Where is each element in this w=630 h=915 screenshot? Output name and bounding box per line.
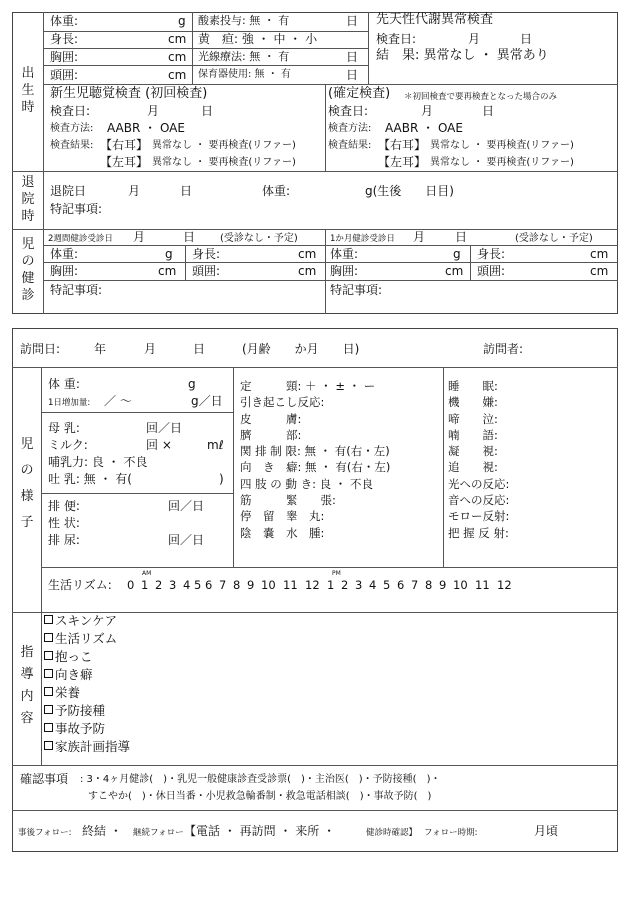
hearing-left-options: 異常なし ・ 要再検査(リファー) [152,157,296,168]
followup-timing-label: フォロー時期: [424,828,478,838]
checkup-side-label: 児 の 健 診 [21,237,35,303]
hearing-right-options: 異常なし ・ 要再検査(リファー) [152,140,296,151]
birth-head-unit: cm [168,68,187,82]
discharge-notes: 特記事項: [50,202,103,216]
daily-gain-value: ／ ～ [104,394,132,408]
metabolic-month: 月 [468,32,481,46]
checkbox-icon[interactable] [44,687,53,696]
sucking-power: 哺乳力: 良 ・ 不良 [48,455,148,469]
followup-health-check: 健診時確認】 [366,828,418,838]
checkbox-icon[interactable] [44,633,53,642]
child-weight-label: 体 重: [48,377,80,391]
list-item: 凝 視: [448,444,498,459]
followup-timing-value: 月頃 [534,824,559,838]
confirm-test-day: 日 [482,104,495,118]
metabolic-title: 先天性代謝異常検査 [376,12,494,27]
birth-head-label: 頭囲: [50,68,79,82]
one-month-month: 月 [413,230,426,244]
discharge-month: 月 [128,184,141,198]
hearing-month: 月 [147,104,160,118]
list-item: 陰 嚢 水 腫: [240,525,325,540]
birth-weight-label: 体重: [50,14,79,28]
confirm-items-label: 確認事項 [20,772,69,786]
confirm-left-options: 異常なし ・ 要再検査(リファー) [430,157,574,168]
child-weight-unit: g [188,377,196,391]
metabolic-date: 検査日: [376,32,417,46]
one-month-head: 頭囲: [477,264,506,278]
checkbox-icon[interactable] [44,669,53,678]
incubator-field: 保育器使用: 無 ・ 有 [198,69,291,80]
metabolic-result: 結 果: 異常なし ・ 異常あり [376,48,549,63]
discharge-day: 日 [180,184,193,198]
discharge-side-label: 退 院 時 [21,175,35,224]
list-item: 機 嫌: [448,395,498,410]
one-month-chest: 胸囲: [330,264,359,278]
one-month-height-unit: cm [590,247,609,261]
daily-gain-unit: g／日 [191,394,223,408]
life-rhythm-scale: 0 1 2 3 4 5 6 7 8 9 10 11 12 1 2 3 4 5 6 7 8 9 10 11 12 [127,578,512,592]
visit-date-label: 訪問日: [20,342,61,356]
development-list [240,378,390,541]
visit-month: 月 [144,342,157,356]
guidance-item-family-planning[interactable]: 家族計画指導 [44,738,130,756]
confirm-right-options: 異常なし ・ 要再検査(リファー) [430,140,574,151]
guidance-item-accident-prevention[interactable]: 事故予防 [44,720,130,738]
confirm-result-label: 検査結果: [328,140,372,151]
list-item: 睡 眠: [448,379,498,393]
hearing-method-value: AABR ・ OAE [107,121,185,135]
list-item: 停 留 睾 丸: [240,509,325,524]
followup-continue: 継続フォロー [133,828,184,838]
confirm-method-label: 検査方法: [328,123,372,134]
list-item: 啼 泣: [448,411,498,426]
followup-label: 事後フォロー: [18,828,72,838]
birth-chest-label: 胸囲: [50,50,79,64]
list-item: 把 握 反 射: [448,525,509,540]
checkbox-icon[interactable] [44,741,53,750]
one-month-status: (受診なし・予定) [515,233,593,244]
jaundice-field: 黄 疸: 強 ・ 中 ・ 小 [198,32,318,46]
hearing-day: 日 [201,104,214,118]
birth-height-label: 身長: [50,32,79,46]
guidance-item-life-rhythm[interactable]: 生活リズム [44,630,130,648]
spit-up-close: ) [219,472,224,486]
stool-label: 排 便: [48,499,80,513]
list-item: 光への反応: [448,476,510,491]
visit-year: 年 [94,342,107,356]
birth-chest-unit: cm [168,50,187,64]
list-item: 向 き 癖: 無 ・ 有(右・左) [240,460,391,475]
list-item: 臍 部: [240,427,302,442]
list-item: 引き起こし反応: [240,395,325,410]
followup-end: 終結 ・ [82,824,122,838]
hearing-method-label: 検査方法: [50,123,94,134]
list-item: 関 排 制 限: 無 ・ 有(右・左) [240,444,390,459]
breast-milk-label: 母 乳: [48,421,80,435]
confirm-method-value: AABR ・ OAE [385,121,463,135]
discharge-date-label: 退院日 [50,184,87,198]
list-item: 音への反応: [448,493,510,508]
visit-age: (月齢 か月 日) [242,342,360,356]
stool-character: 性 状: [48,516,80,530]
spit-up: 吐 乳: 無 ・ 有( [48,472,132,486]
two-week-checkup-date: 2週間健診受診日 [48,234,113,244]
one-month-weight-unit: g [453,247,461,261]
guidance-item-head-tilt[interactable]: 向き癖 [44,666,130,684]
birth-weight-unit: g [178,14,186,28]
confirm-test-title: (確定検査) [328,86,391,101]
daily-gain-label: 1日増加量: [48,398,91,408]
two-week-height: 身長: [192,247,221,261]
two-week-status: (受診なし・予定) [220,233,298,244]
breast-milk-unit: 回／日 [146,421,183,435]
two-week-day: 日 [183,230,196,244]
list-item: 定 頸: ＋ ・ ± ・ ー [240,379,376,393]
urine-unit: 回／日 [168,533,205,547]
phototherapy-field: 光線療法: 無 ・ 有 [198,50,290,63]
one-month-head-unit: cm [590,264,609,278]
one-month-chest-unit: cm [445,264,464,278]
hearing-left-ear: 【左耳】 [100,155,149,169]
two-week-month: 月 [133,230,146,244]
two-week-head-unit: cm [298,264,317,278]
list-item: 皮 膚: [240,411,302,426]
two-week-notes: 特記事項: [50,283,103,297]
am-marker: AM [142,570,152,577]
list-item: 筋 緊 張: [240,493,336,508]
formula-ml: mℓ [207,438,224,452]
pm-marker: PM [332,570,341,577]
incubator-unit: 日 [346,68,359,82]
formula-unit: 回 × [146,438,172,452]
birth-height-unit: cm [168,32,187,46]
checkbox-icon[interactable] [44,651,53,660]
two-week-weight-unit: g [165,247,173,261]
phototherapy-unit: 日 [346,50,359,64]
two-week-chest-unit: cm [158,264,177,278]
checkbox-icon[interactable] [44,705,53,714]
confirm-items-line2: すこやか( )・休日当番・小児救急輪番制・救急電話相談( )・事故予防( ) [88,791,432,802]
oxygen-unit: 日 [346,14,359,28]
visitor-label: 訪問者: [483,342,524,356]
checkbox-icon[interactable] [44,615,53,624]
confirm-right-ear: 【右耳】 [378,138,427,152]
birth-side-label: 出 生 時 [21,66,35,115]
confirm-test-note: ＊初回検査で要再検査となった場合のみ [404,92,558,102]
list-item: 喃 語: [448,427,498,442]
hearing-title: 新生児聴覚検査 (初回検査) [50,86,208,101]
one-month-day: 日 [455,230,468,244]
one-month-weight: 体重: [330,247,359,261]
list-item: モロー反射: [448,509,510,524]
two-week-head: 頭囲: [192,264,221,278]
two-week-height-unit: cm [298,247,317,261]
child-side-label: 児 の 様 子 [20,437,34,530]
confirm-test-month: 月 [421,104,434,118]
behavior-list [448,378,509,541]
life-rhythm-label: 生活リズム: [48,578,112,592]
checkbox-icon[interactable] [44,723,53,732]
guidance-item-vaccination[interactable]: 予防接種 [44,702,130,720]
metabolic-day: 日 [520,32,533,46]
hearing-date: 検査日: [50,104,91,118]
confirm-test-date: 検査日: [328,104,369,118]
guidance-item-nutrition[interactable]: 栄養 [44,684,130,702]
two-week-weight: 体重: [50,247,79,261]
guidance-item-holding[interactable]: 抱っこ [44,648,130,666]
one-month-notes: 特記事項: [330,283,383,297]
confirm-left-ear: 【左耳】 [378,155,427,169]
oxygen-field: 酸素投与: 無 ・ 有 [198,14,290,27]
guidance-checklist [44,612,130,756]
followup-methods: 【電話 ・ 再訪問 ・ 来所 ・ [184,824,336,838]
two-week-chest: 胸囲: [50,264,79,278]
guidance-item-skincare[interactable]: スキンケア [44,612,130,630]
discharge-weight-label: 体重: [262,184,291,198]
confirm-items-line1: : 3・4ヶ月健診( )・乳児一般健康診査受診票( )・主治医( )・予防接種( )・ [80,774,441,785]
hearing-result-label: 検査結果: [50,140,94,151]
discharge-weight-after: g(生後 日目) [365,184,454,198]
list-item: 追 視: [448,460,498,475]
stool-unit: 回／日 [168,499,205,513]
hearing-right-ear: 【右耳】 [100,138,149,152]
visit-day: 日 [193,342,206,356]
formula-label: ミルク: [48,438,88,452]
guidance-side-label: 指 導 内 容 [20,645,34,726]
one-month-height: 身長: [477,247,506,261]
one-month-checkup-date: 1か月健診受診日 [330,234,395,244]
list-item: 四 肢 の 動 き: 良 ・ 不良 [240,476,373,491]
urine-label: 排 尿: [48,533,80,547]
